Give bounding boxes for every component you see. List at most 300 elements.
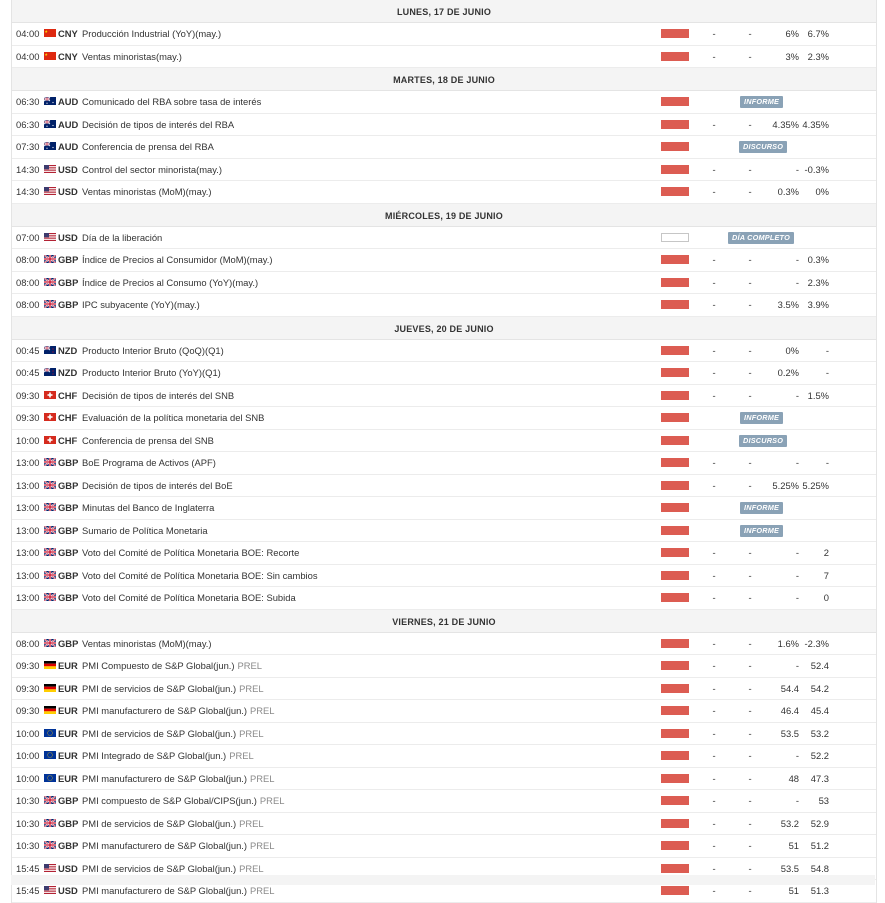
event-name[interactable]	[82, 542, 642, 564]
forecast-value: 53.5	[780, 727, 799, 739]
prel-tag: PREL	[259, 795, 285, 806]
event-time: 13:00	[16, 502, 40, 513]
event-name[interactable]	[82, 227, 642, 249]
event-name[interactable]	[82, 790, 642, 812]
event-row[interactable]	[12, 430, 876, 453]
consensus-value: -	[748, 727, 752, 739]
flag-eu-icon	[44, 729, 56, 737]
previous-value: -	[825, 367, 829, 378]
impact-bar	[661, 751, 689, 760]
event-row[interactable]	[12, 723, 876, 746]
event-row[interactable]	[12, 136, 876, 159]
event-name-text: PMI manufacturero de S&P Global(jun.)	[82, 772, 248, 784]
consensus-value: -	[748, 795, 752, 806]
event-time: 00:45	[16, 344, 40, 356]
consensus-value: -	[748, 840, 752, 851]
flag-gb-icon	[44, 796, 56, 804]
previous-value: -0.3%	[804, 163, 829, 175]
event-name[interactable]	[82, 136, 642, 158]
forecast-value: 5.25%	[772, 479, 799, 491]
event-time: 10:00	[16, 727, 40, 739]
impact-bar	[661, 300, 689, 309]
impact-bar	[661, 29, 689, 38]
event-currency: EUR	[58, 772, 78, 784]
event-row[interactable]	[12, 407, 876, 430]
forecast-value: -	[795, 592, 799, 603]
event-time: 10:00	[16, 750, 40, 761]
forecast-value: 3.5%	[777, 299, 799, 310]
event-name-text: PMI de servicios de S&P Global(jun.)	[82, 682, 237, 694]
event-currency: CNY	[58, 50, 78, 62]
flag-gb-icon	[44, 481, 56, 489]
actual-value: -	[712, 682, 716, 694]
event-name[interactable]	[82, 272, 642, 294]
event-name-text: PMI de servicios de S&P Global(jun.)	[82, 727, 237, 739]
flag-gb-icon	[44, 571, 56, 579]
event-time: 08:00	[16, 299, 40, 310]
calendar-footer	[11, 875, 875, 885]
event-name[interactable]	[82, 114, 642, 136]
actual-value: -	[712, 389, 716, 401]
event-row[interactable]	[12, 23, 876, 46]
actual-value: -	[712, 660, 716, 671]
flag-de-icon	[44, 684, 56, 692]
consensus-value: -	[748, 660, 752, 671]
event-time: 09:30	[16, 705, 40, 716]
event-name[interactable]	[82, 723, 642, 745]
previous-value: 51.2	[810, 840, 829, 851]
event-row[interactable]	[12, 340, 876, 363]
consensus-value: -	[748, 862, 752, 874]
event-currency: NZD	[58, 367, 78, 378]
flag-au-icon	[44, 120, 56, 128]
forecast-value: -	[795, 569, 799, 581]
impact-bar	[661, 413, 689, 422]
flag-us-icon	[44, 165, 56, 173]
forecast-value: -	[795, 795, 799, 806]
consensus-value: -	[748, 637, 752, 649]
flag-us-icon	[44, 233, 56, 241]
event-name-text: Decisión de tipos de interés del SNB	[82, 389, 235, 401]
forecast-value: 48	[788, 772, 799, 784]
event-row[interactable]	[12, 114, 876, 137]
flag-nz-icon	[44, 368, 56, 376]
event-name[interactable]	[82, 633, 642, 655]
forecast-value: 51	[788, 885, 799, 896]
forecast-value: 3%	[785, 50, 799, 62]
event-name[interactable]	[82, 91, 642, 113]
actual-value: -	[712, 344, 716, 356]
actual-value: -	[712, 727, 716, 739]
event-currency: GBP	[58, 299, 79, 310]
event-row[interactable]	[12, 813, 876, 836]
event-currency: USD	[58, 862, 78, 874]
flag-au-icon	[44, 97, 56, 105]
impact-bar	[661, 458, 689, 467]
event-time: 14:30	[16, 186, 40, 197]
event-name-text: IPC subyacente (YoY)(may.)	[82, 299, 200, 310]
actual-value: -	[712, 637, 716, 649]
previous-value: 54.2	[810, 682, 829, 694]
consensus-value: -	[748, 118, 752, 130]
event-time: 10:30	[16, 817, 40, 829]
event-currency: GBP	[58, 637, 79, 649]
previous-value: 0%	[815, 186, 829, 197]
event-name[interactable]	[82, 520, 642, 542]
forecast-value: 51	[788, 840, 799, 851]
event-row[interactable]	[12, 497, 876, 520]
event-time: 06:30	[16, 96, 40, 107]
consensus-value: -	[748, 163, 752, 175]
impact-bar	[661, 481, 689, 490]
event-time: 09:30	[16, 389, 40, 401]
event-time: 08:00	[16, 637, 40, 649]
prel-tag: PREL	[250, 705, 275, 716]
actual-value: -	[712, 186, 716, 197]
event-name-text: PMI manufacturero de S&P Global(jun.)	[82, 705, 248, 716]
flag-gb-icon	[44, 639, 56, 647]
actual-value: -	[712, 28, 716, 39]
event-name[interactable]	[82, 678, 642, 700]
event-currency: EUR	[58, 727, 78, 739]
event-time: 08:00	[16, 276, 40, 288]
forecast-value: 54.4	[780, 682, 799, 694]
event-row[interactable]	[12, 385, 876, 408]
consensus-value: -	[748, 276, 752, 288]
consensus-value: -	[748, 50, 752, 62]
impact-bar	[661, 684, 689, 693]
event-time: 10:00	[16, 772, 40, 784]
impact-bar	[661, 593, 689, 602]
event-name[interactable]	[82, 385, 642, 407]
day-header: MARTES, 18 DE JUNIO	[12, 68, 876, 91]
event-row[interactable]	[12, 745, 876, 768]
event-name-text: Día de la liberación	[82, 231, 163, 243]
consensus-value: -	[748, 389, 752, 401]
flag-gb-icon	[44, 593, 56, 601]
event-currency: CNY	[58, 28, 78, 39]
event-currency: GBP	[58, 795, 79, 806]
forecast-value: -	[795, 660, 799, 671]
event-name-text: Voto del Comité de Política Monetaria BOE: Subida	[82, 592, 296, 603]
forecast-value: 4.35%	[772, 118, 799, 130]
impact-bar	[661, 796, 689, 805]
previous-value: 1.5%	[807, 389, 829, 401]
flag-us-icon	[44, 864, 56, 872]
event-currency: EUR	[58, 660, 78, 671]
consensus-value: -	[748, 344, 752, 356]
event-row[interactable]	[12, 678, 876, 701]
event-currency: AUD	[58, 118, 79, 130]
flag-gb-icon	[44, 458, 56, 466]
event-name[interactable]	[82, 294, 642, 316]
event-row[interactable]	[12, 294, 876, 317]
event-name[interactable]	[82, 362, 642, 384]
event-row[interactable]	[12, 272, 876, 295]
actual-value: -	[712, 817, 716, 829]
consensus-value: -	[748, 705, 752, 716]
event-row[interactable]	[12, 700, 876, 723]
impact-bar	[661, 706, 689, 715]
event-currency: EUR	[58, 682, 78, 694]
actual-value: -	[712, 592, 716, 603]
event-row[interactable]	[12, 91, 876, 114]
event-name-text: PMI Integrado de S&P Global(jun.)	[82, 750, 227, 761]
event-name[interactable]	[82, 181, 642, 203]
event-name[interactable]	[82, 700, 642, 722]
event-name-text: PMI de servicios de S&P Global(jun.)	[82, 862, 237, 874]
flag-gb-icon	[44, 841, 56, 849]
consensus-value: -	[748, 817, 752, 829]
actual-value: -	[712, 569, 716, 581]
event-type-badge[interactable]: INFORME	[740, 502, 783, 514]
impact-bar	[661, 165, 689, 174]
previous-value: 53	[818, 795, 829, 806]
event-name-text: Producto Interior Bruto (YoY)(Q1)	[82, 367, 221, 378]
flag-us-icon	[44, 886, 56, 894]
event-name-text: BoE Programa de Activos (APF)	[82, 457, 216, 468]
event-currency: CHF	[58, 412, 78, 423]
day-header: LUNES, 17 DE JUNIO	[12, 0, 876, 23]
event-row[interactable]	[12, 835, 876, 858]
event-row[interactable]	[12, 475, 876, 498]
impact-bar	[661, 729, 689, 738]
event-currency: GBP	[58, 840, 79, 851]
event-currency: GBP	[58, 479, 79, 491]
event-time: 00:45	[16, 367, 40, 378]
previous-value: -	[825, 344, 829, 356]
event-name[interactable]	[82, 655, 642, 677]
consensus-value: -	[748, 479, 752, 491]
event-row[interactable]	[12, 565, 876, 588]
impact-bar	[661, 548, 689, 557]
flag-de-icon	[44, 661, 56, 669]
event-type-badge[interactable]: DISCURSO	[739, 435, 787, 447]
event-time: 15:45	[16, 885, 40, 896]
event-name-text: Ventas minoristas (MoM)(may.)	[82, 186, 212, 197]
event-currency: AUD	[58, 141, 79, 152]
consensus-value: -	[748, 682, 752, 694]
event-time: 09:30	[16, 660, 40, 671]
event-row[interactable]	[12, 655, 876, 678]
actual-value: -	[712, 254, 716, 265]
forecast-value: -	[795, 254, 799, 265]
day-header: MIÉRCOLES, 19 DE JUNIO	[12, 204, 876, 227]
event-name[interactable]	[82, 340, 642, 362]
event-row[interactable]	[12, 542, 876, 565]
event-currency: USD	[58, 186, 78, 197]
event-name-text: Control del sector minorista(may.)	[82, 163, 222, 175]
event-name[interactable]	[82, 565, 642, 587]
impact-bar	[661, 52, 689, 61]
event-name-text: Producto Interior Bruto (QoQ)(Q1)	[82, 344, 224, 356]
event-name-text: Voto del Comité de Política Monetaria BOE: Sin cambios	[82, 569, 318, 581]
event-name-text: Índice de Precios al Consumidor (MoM)(may.)	[82, 254, 273, 265]
event-name[interactable]	[82, 813, 642, 835]
flag-de-icon	[44, 706, 56, 714]
event-name-text: Producción Industrial (YoY)(may.)	[82, 28, 222, 39]
event-time: 13:00	[16, 592, 40, 603]
impact-bar	[661, 233, 689, 242]
previous-value: 2	[823, 547, 829, 558]
event-currency: GBP	[58, 254, 79, 265]
event-currency: GBP	[58, 817, 79, 829]
event-time: 09:30	[16, 682, 40, 694]
event-row[interactable]	[12, 46, 876, 69]
impact-bar	[661, 661, 689, 670]
actual-value: -	[712, 795, 716, 806]
prel-tag: PREL	[250, 840, 275, 851]
event-name-text: PMI Compuesto de S&P Global(jun.)	[82, 660, 235, 671]
flag-gb-icon	[44, 548, 56, 556]
event-time: 10:00	[16, 434, 40, 446]
event-name[interactable]	[82, 768, 642, 790]
event-name[interactable]	[82, 46, 642, 68]
actual-value: -	[712, 840, 716, 851]
flag-gb-icon	[44, 503, 56, 511]
event-row[interactable]	[12, 633, 876, 656]
event-name[interactable]	[82, 475, 642, 497]
event-name[interactable]	[82, 249, 642, 271]
impact-bar	[661, 97, 689, 106]
actual-value: -	[712, 547, 716, 558]
event-row[interactable]	[12, 768, 876, 791]
forecast-value: -	[795, 276, 799, 288]
day-header: JUEVES, 20 DE JUNIO	[12, 317, 876, 340]
actual-value: -	[712, 479, 716, 491]
event-type-badge[interactable]: DISCURSO	[739, 141, 787, 153]
actual-value: -	[712, 299, 716, 310]
event-currency: GBP	[58, 547, 79, 558]
impact-bar	[661, 278, 689, 287]
previous-value: 2.3%	[807, 276, 829, 288]
impact-bar	[661, 774, 689, 783]
impact-bar	[661, 391, 689, 400]
event-name-text: Ventas minoristas (MoM)(may.)	[82, 637, 212, 649]
forecast-value: 0%	[785, 344, 799, 356]
event-time: 15:45	[16, 862, 40, 874]
event-time: 10:30	[16, 795, 40, 806]
event-name-text: Decisión de tipos de interés del RBA	[82, 118, 235, 130]
event-currency: USD	[58, 231, 78, 243]
event-time: 14:30	[16, 163, 40, 175]
flag-eu-icon	[44, 751, 56, 759]
flag-us-icon	[44, 187, 56, 195]
event-row[interactable]	[12, 362, 876, 385]
flag-ch-icon	[44, 391, 56, 399]
event-row[interactable]	[12, 520, 876, 543]
previous-value: 54.8	[810, 862, 829, 874]
prel-tag: PREL	[229, 750, 254, 761]
impact-bar	[661, 639, 689, 648]
event-time: 04:00	[16, 50, 40, 62]
impact-bar	[661, 503, 689, 512]
event-row[interactable]	[12, 181, 876, 204]
prel-tag: PREL	[250, 772, 275, 784]
consensus-value: -	[748, 592, 752, 603]
event-name-text: PMI manufacturero de S&P Global(jun.)	[82, 885, 248, 896]
actual-value: -	[712, 163, 716, 175]
previous-value: 47.3	[810, 772, 829, 784]
flag-nz-icon	[44, 346, 56, 354]
event-name[interactable]	[82, 587, 642, 609]
flag-ch-icon	[44, 413, 56, 421]
event-currency: GBP	[58, 524, 79, 536]
event-time: 07:00	[16, 231, 40, 243]
previous-value: 0.3%	[807, 254, 829, 265]
flag-gb-icon	[44, 300, 56, 308]
event-type-badge[interactable]: INFORME	[740, 525, 783, 537]
consensus-value: -	[748, 547, 752, 558]
event-name-text: Sumario de Política Monetaria	[82, 524, 208, 536]
event-time: 13:00	[16, 569, 40, 581]
flag-cn-icon	[44, 52, 56, 60]
event-name[interactable]	[82, 430, 642, 452]
event-currency: GBP	[58, 569, 79, 581]
forecast-value: 0.2%	[777, 367, 799, 378]
event-row[interactable]	[12, 227, 876, 250]
event-name[interactable]	[82, 23, 642, 45]
event-time: 13:00	[16, 457, 40, 468]
event-row[interactable]	[12, 452, 876, 475]
flag-cn-icon	[44, 29, 56, 37]
impact-bar	[661, 346, 689, 355]
event-type-badge[interactable]: INFORME	[740, 412, 783, 424]
event-name-text: PMI de servicios de S&P Global(jun.)	[82, 817, 237, 829]
consensus-value: -	[748, 254, 752, 265]
event-time: 07:30	[16, 141, 40, 152]
impact-bar	[661, 187, 689, 196]
consensus-value: -	[748, 186, 752, 197]
event-name[interactable]	[82, 452, 642, 474]
consensus-value: -	[748, 772, 752, 784]
event-currency: GBP	[58, 276, 79, 288]
event-type-badge[interactable]: DÍA COMPLETO	[728, 232, 794, 244]
previous-value: 53.2	[810, 727, 829, 739]
event-row[interactable]	[12, 790, 876, 813]
flag-gb-icon	[44, 278, 56, 286]
consensus-value: -	[748, 885, 752, 896]
event-name[interactable]	[82, 407, 642, 429]
impact-bar	[661, 864, 689, 873]
event-name-text: Voto del Comité de Política Monetaria BOE: Recorte	[82, 547, 300, 558]
event-name[interactable]	[82, 497, 642, 519]
event-name[interactable]	[82, 835, 642, 857]
event-name[interactable]	[82, 745, 642, 767]
flag-gb-icon	[44, 526, 56, 534]
actual-value: -	[712, 118, 716, 130]
actual-value: -	[712, 750, 716, 761]
event-time: 13:00	[16, 547, 40, 558]
previous-value: 0	[823, 592, 829, 603]
event-type-badge[interactable]: INFORME	[740, 96, 783, 108]
event-row[interactable]	[12, 587, 876, 610]
event-currency: GBP	[58, 457, 79, 468]
previous-value: 7	[823, 569, 829, 581]
event-row[interactable]	[12, 159, 876, 182]
forecast-value: 1.6%	[777, 637, 799, 649]
previous-value: 6.7%	[807, 28, 829, 39]
event-name-text: Índice de Precios al Consumo (YoY)(may.)	[82, 276, 259, 288]
event-row[interactable]	[12, 249, 876, 272]
previous-value: 52.9	[810, 817, 829, 829]
flag-ch-icon	[44, 436, 56, 444]
event-name[interactable]	[82, 159, 642, 181]
flag-au-icon	[44, 142, 56, 150]
event-currency: GBP	[58, 592, 79, 603]
event-currency: EUR	[58, 750, 78, 761]
previous-value: -2.3%	[804, 637, 829, 649]
